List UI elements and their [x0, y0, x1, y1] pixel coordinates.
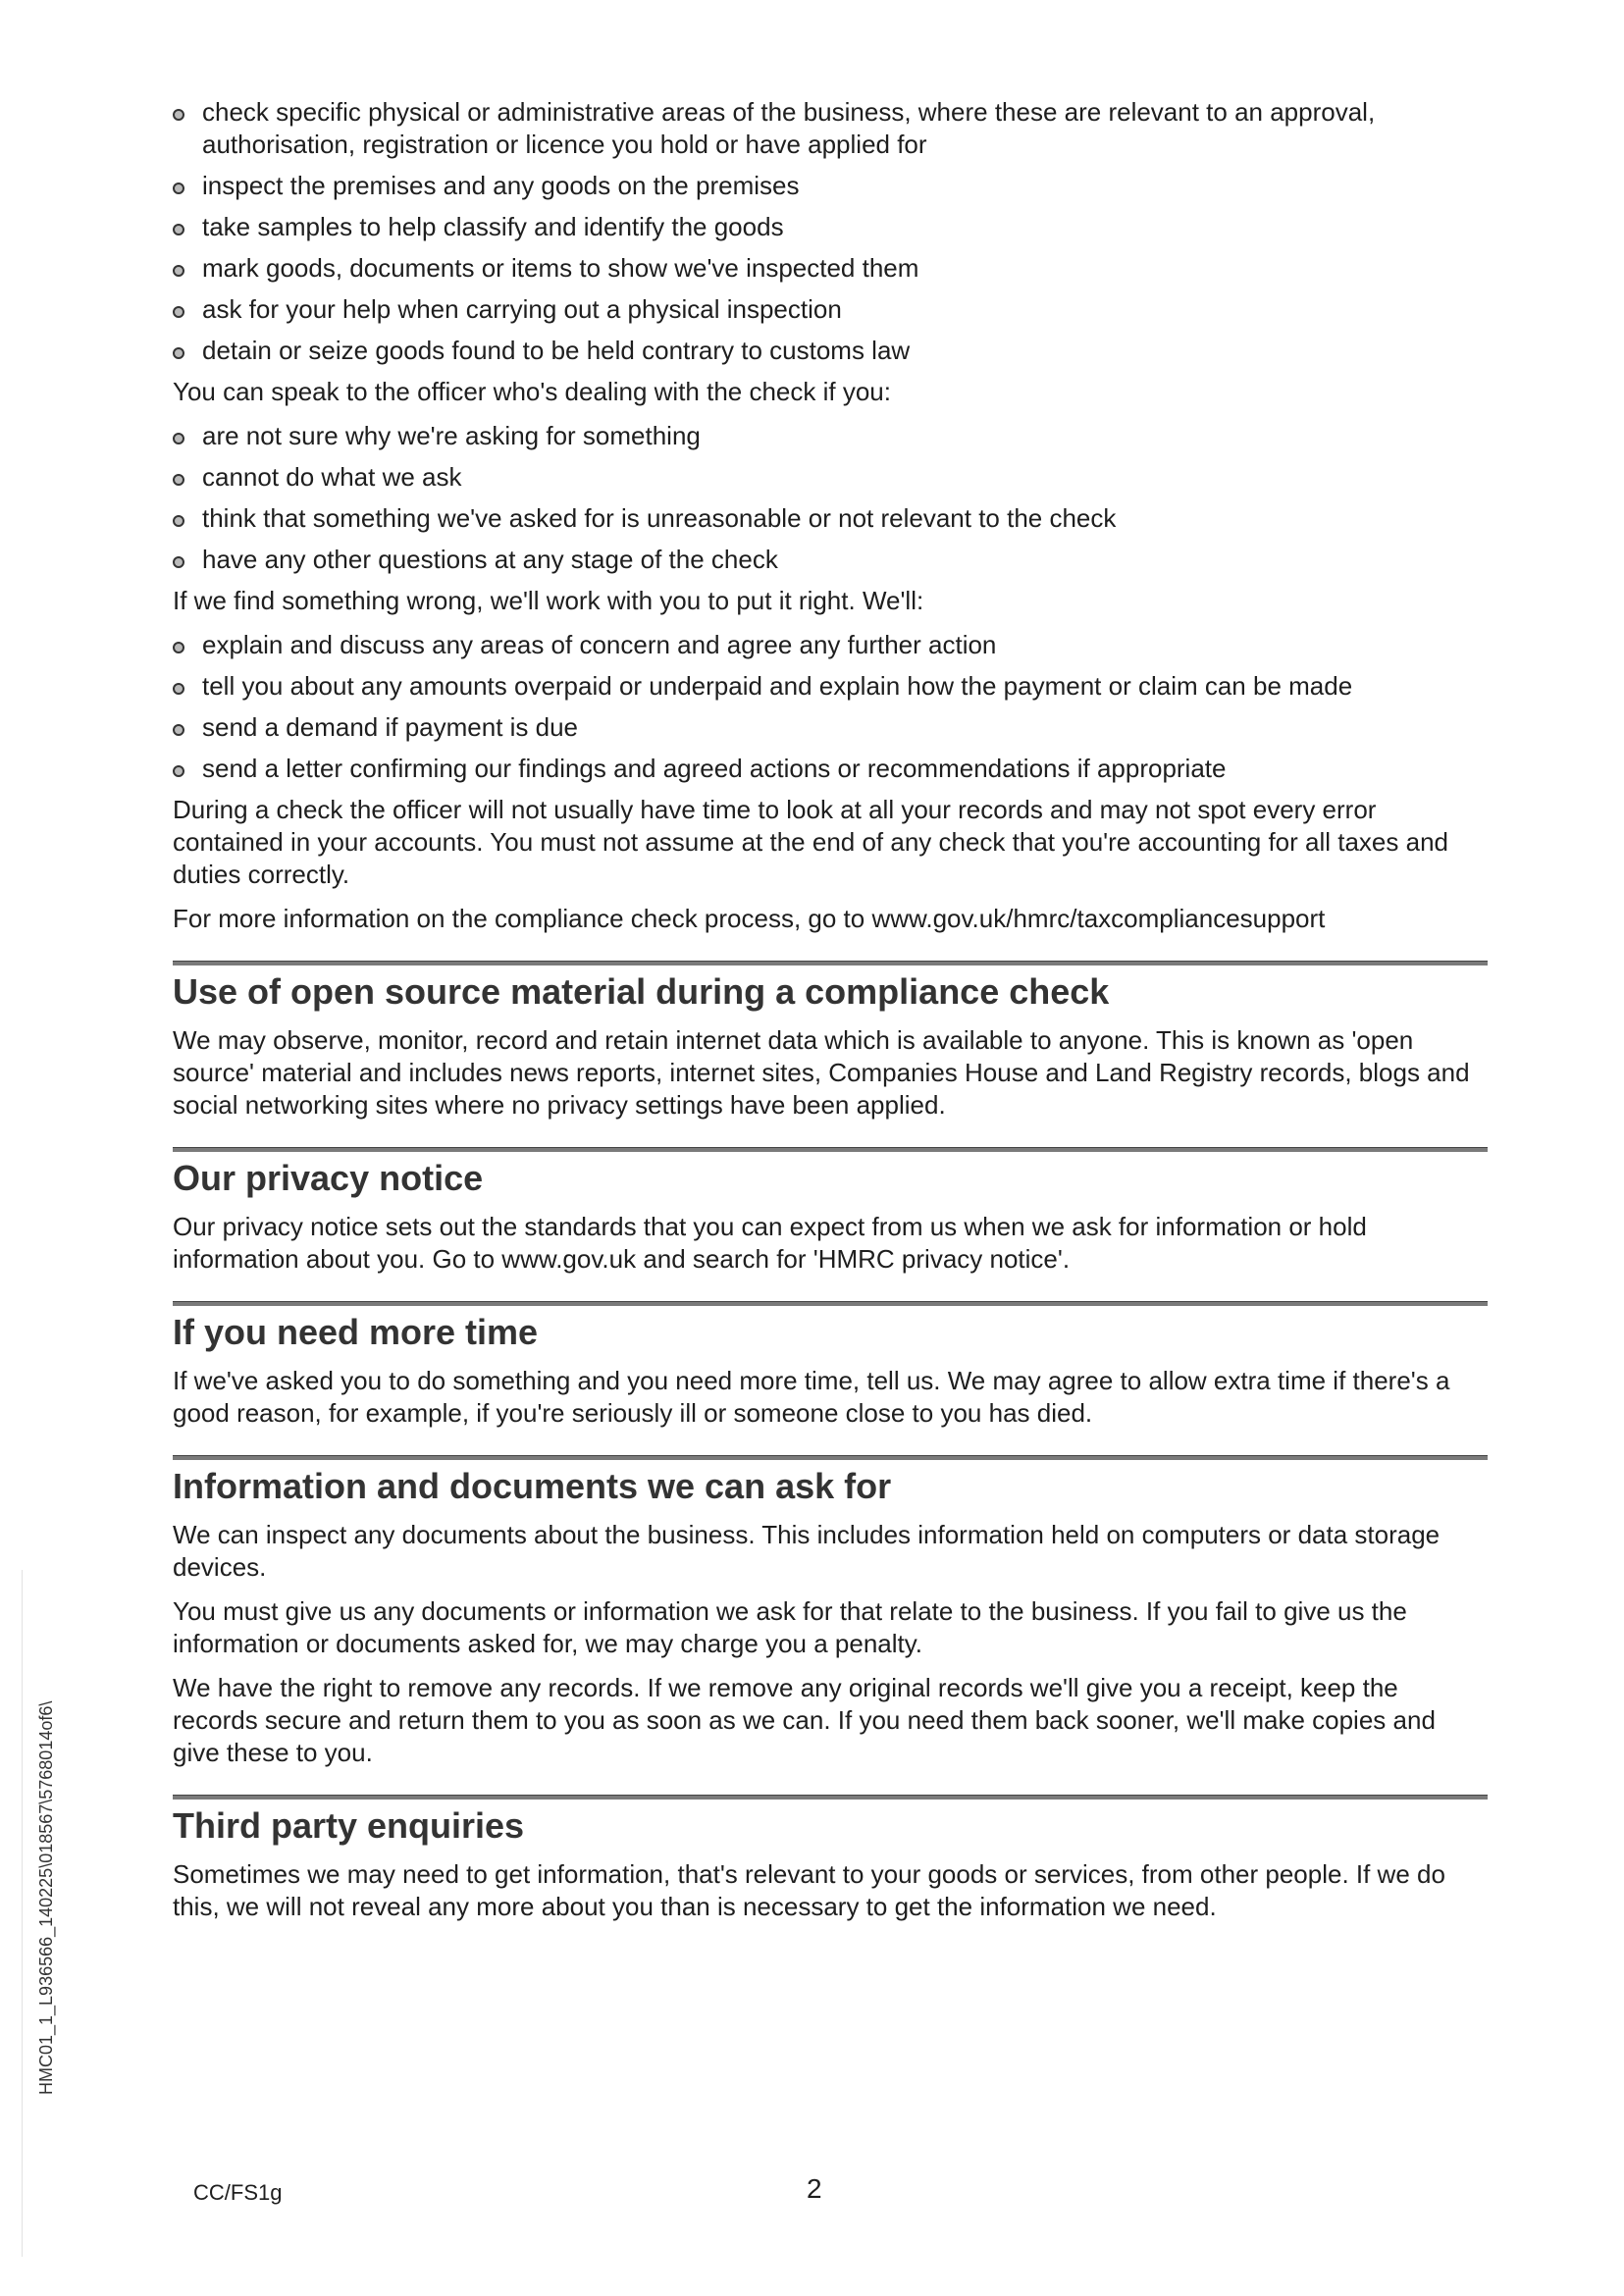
- list-item: send a letter confirming our findings and agreed actions or recommendations if appropriate: [173, 753, 1488, 785]
- intro-bullet-list: [173, 96, 1488, 367]
- list-item: send a demand if payment is due: [173, 711, 1488, 744]
- form-code: CC/FS1g: [193, 2180, 283, 2205]
- section-heading: If you need more time: [173, 1312, 539, 1352]
- page-content: [173, 96, 1488, 1935]
- section-open-source: [173, 961, 1488, 1122]
- list-item: explain and discuss any areas of concern and agree any further action: [173, 629, 1488, 661]
- section-divider: [173, 1301, 1488, 1306]
- section-divider: [173, 1455, 1488, 1460]
- list-item: check specific physical or administrative areas of the business, where these are relevant to an approval, authorisation, registration or licence you hold or have applied for: [173, 96, 1488, 161]
- section-heading: Information and documents we can ask for: [173, 1466, 892, 1506]
- list-item: are not sure why we're asking for something: [173, 420, 1488, 452]
- list-item: think that something we've asked for is unreasonable or not relevant to the check: [173, 502, 1488, 535]
- section-heading: Third party enquiries: [173, 1805, 525, 1846]
- list-item: take samples to help classify and identify the goods: [173, 211, 1488, 243]
- section-paragraph: We may observe, monitor, record and retain internet data which is available to anyone. This is known as 'open source' material and includes news reports, internet sites, Companies House and Land Registry records, blogs and social networking sites where no privacy settings have been applied.: [173, 1025, 1470, 1120]
- wrong-intro: If we find something wrong, we'll work with you to put it right. We'll:: [173, 586, 924, 615]
- section-divider: [173, 1795, 1488, 1800]
- wrong-bullet-list: [173, 629, 1488, 785]
- section-paragraph: We have the right to remove any records. If we remove any original records we'll give you a receipt, keep the records secure and return them to you as soon as we can. If you need them back sooner, we'll make copies and give these to you.: [173, 1673, 1436, 1767]
- section-paragraph: We can inspect any documents about the business. This includes information held on computers or data storage devices.: [173, 1520, 1441, 1582]
- section-information-documents: [173, 1455, 1488, 1769]
- section-paragraph: If we've asked you to do something and you need more time, tell us. We may agree to allow extra time if there's a good reason, for example, if you're seriously ill or someone close to you has died.: [173, 1366, 1450, 1428]
- scan-margin-line: [22, 1570, 23, 2257]
- list-item: ask for your help when carrying out a physical inspection: [173, 293, 1488, 326]
- margin-reference: HMC01_1_L936566_140225\018567\5768014of6\: [36, 1700, 56, 2095]
- section-paragraph: You must give us any documents or information we ask for that relate to the business. If you fail to give us the information or documents asked for, we may charge you a penalty.: [173, 1596, 1407, 1658]
- section-more-time: [173, 1301, 1488, 1430]
- list-item: mark goods, documents or items to show we've inspected them: [173, 252, 1488, 285]
- section-privacy-notice: [173, 1147, 1488, 1276]
- list-item: tell you about any amounts overpaid or underpaid and explain how the payment or claim can be made: [173, 670, 1488, 703]
- check-paragraph: During a check the officer will not usually have time to look at all your records and may not spot every error contained in your accounts. You must not assume at the end of any check that you're accounting for all taxes and duties correctly.: [173, 795, 1448, 889]
- section-paragraph: Our privacy notice sets out the standards that you can expect from us when we ask for information or hold information about you. Go to www.gov.uk and search for 'HMRC privacy notice'.: [173, 1212, 1367, 1274]
- list-item: inspect the premises and any goods on the premises: [173, 170, 1488, 202]
- speak-bullet-list: [173, 420, 1488, 576]
- section-divider: [173, 1147, 1488, 1152]
- list-item: have any other questions at any stage of the check: [173, 544, 1488, 576]
- list-item: detain or seize goods found to be held contrary to customs law: [173, 335, 1488, 367]
- list-item: cannot do what we ask: [173, 461, 1488, 494]
- speak-intro: You can speak to the officer who's dealing with the check if you:: [173, 377, 891, 406]
- section-divider: [173, 961, 1488, 965]
- page-number: 2: [807, 2173, 822, 2204]
- section-heading: Use of open source material during a compliance check: [173, 971, 1110, 1012]
- section-paragraph: Sometimes we may need to get information, that's relevant to your goods or services, from other people. If we do this, we will not reveal any more about you than is necessary to get the information we need.: [173, 1859, 1445, 1921]
- section-heading: Our privacy notice: [173, 1158, 484, 1198]
- section-third-party: [173, 1795, 1488, 1923]
- more-info-paragraph: For more information on the compliance check process, go to www.gov.uk/hmrc/taxcompliancesupport: [173, 904, 1326, 933]
